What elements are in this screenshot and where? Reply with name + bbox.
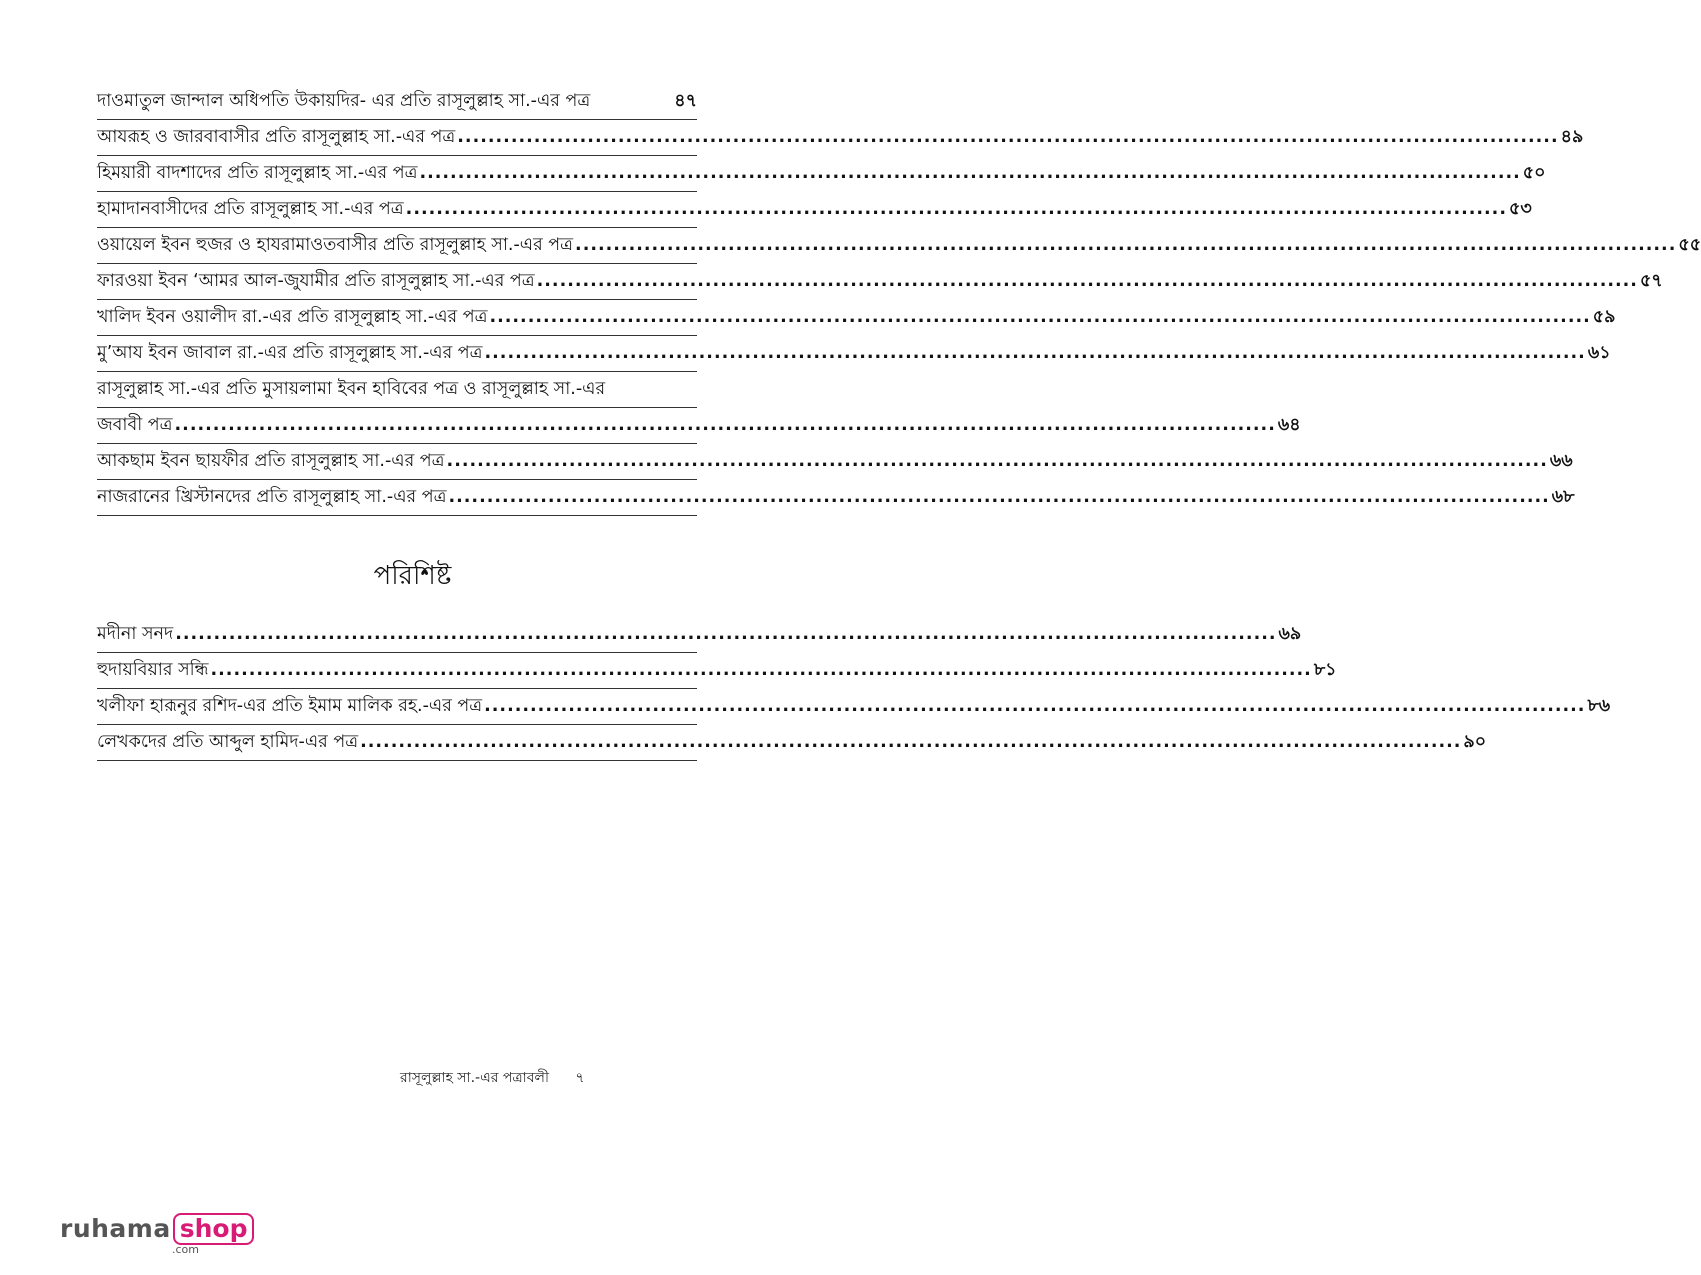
toc-entry: [97, 725, 1487, 761]
footer-book-title: রাসূলুল্লাহ সা.-এর পত্রাবলী: [400, 1070, 549, 1086]
toc-entry-title: জবাবী পত্র: [97, 415, 173, 435]
toc-leader-dots: [483, 336, 1588, 371]
toc-entry-page: ৪৭: [674, 91, 697, 111]
appendix-heading: পরিশিষ্ট: [373, 561, 452, 591]
logo-text-shop: shop: [173, 1213, 255, 1245]
toc-leader-dots: [573, 228, 1678, 263]
toc-entry: [97, 480, 1575, 516]
toc-entry-page: ৬৬: [1549, 451, 1573, 471]
toc-entry-page: ৫৯: [1592, 307, 1616, 327]
toc-entry-title: লেখকদের প্রতি আব্দুল হামিদ-এর পত্র: [97, 732, 359, 752]
toc-entry-page: ৫৭: [1639, 271, 1663, 291]
toc-entry-title: ওয়ায়েল ইবন হুজর ও হাযরামাওতবাসীর প্রতি রাসূলুল্লাহ সা.-এর পত্র: [97, 235, 574, 255]
appendix-list: [97, 617, 1611, 761]
toc-entry-page: ৫৩: [1508, 199, 1532, 219]
toc-entry-page: ৬৪: [1277, 415, 1301, 435]
toc-entry-page: ৪৯: [1560, 127, 1584, 147]
toc-list: [97, 84, 1701, 516]
toc-entry-title: খলীফা হারূনুর রশিদ-এর প্রতি ইমাম মালিক রহ.-এর পত্র: [97, 696, 483, 716]
toc-entry-title: নাজরানের খ্রিস্টানদের প্রতি রাসূলুল্লাহ সা.-এর পত্র: [97, 487, 447, 507]
toc-leader-dots: [446, 480, 1551, 515]
toc-entry: [97, 228, 1701, 264]
toc-entry: [97, 84, 697, 120]
toc-leader-dots: [173, 617, 1278, 652]
toc-entry-title: আকছাম ইবন ছায়ফীর প্রতি রাসূলুল্লাহ সা.-এর পত্র: [97, 451, 445, 471]
toc-leader-dots: [445, 444, 1550, 479]
toc-entry-title: হিময়ারী বাদশাদের প্রতি রাসূলুল্লাহ সা.-এর পত্র: [97, 163, 418, 183]
logo-text-com: .com: [172, 1243, 199, 1256]
toc-entry-title: হামাদানবাসীদের প্রতি রাসূলুল্লাহ সা.-এর পত্র: [97, 199, 404, 219]
toc-leader-dots: [535, 264, 1640, 299]
toc-entry: [97, 300, 1616, 336]
toc-entry-page: ৯০: [1463, 732, 1487, 752]
toc-entry: [97, 653, 1337, 689]
toc-entry-title: খালিদ ইবন ওয়ালীদ রা.-এর প্রতি রাসূলুল্লাহ সা.-এর পত্র: [97, 307, 488, 327]
toc-entry-page: ৮৬: [1587, 696, 1611, 716]
toc-entry-page: ৬৯: [1278, 624, 1302, 644]
toc-entry-title: হুদায়বিয়ার সন্ধি: [97, 660, 209, 680]
toc-leader-dots: [404, 192, 1509, 227]
toc-entry-title: দাওমাতুল জান্দাল অধিপতি উকায়দির- এর প্রতি রাসূলুল্লাহ সা.-এর পত্র: [97, 91, 591, 111]
toc-entry: [97, 408, 1301, 444]
toc-entry-page: ৮১: [1313, 660, 1337, 680]
toc-entry: [97, 336, 1611, 372]
toc-leader-dots: [209, 653, 1314, 688]
toc-entry-page: ৬১: [1587, 343, 1611, 363]
toc-entry: [97, 264, 1663, 300]
toc-leader-dots: [173, 408, 1278, 443]
toc-entry: [97, 372, 697, 408]
toc-leader-dots: [482, 689, 1587, 724]
toc-entry-page: ৫৫: [1678, 235, 1701, 255]
footer-page-number: ৭: [575, 1070, 585, 1086]
toc-leader-dots: [417, 156, 1522, 191]
toc-entry-title: ফারওয়া ইবন ‘আমর আল-জুযামীর প্রতি রাসূলুল্লাহ সা.-এর পত্র: [97, 271, 535, 291]
page-footer: [400, 1066, 585, 1090]
publisher-logo: [60, 1213, 254, 1256]
toc-entry: [97, 192, 1532, 228]
toc-entry: [97, 120, 1584, 156]
toc-entry-page: ৫০: [1522, 163, 1546, 183]
toc-entry-title: রাসূলুল্লাহ সা.-এর প্রতি মুসায়লামা ইবন হাবিবের পত্র ও রাসূলুল্লাহ সা.-এর: [97, 379, 606, 399]
logo-text-ruhama: ruhama: [60, 1214, 171, 1243]
toc-entry-page: ৬৮: [1551, 487, 1575, 507]
toc-entry-title: আযরূহ ও জারবাবাসীর প্রতি রাসূলুল্লাহ সা.-এর পত্র: [97, 127, 456, 147]
toc-entry: [97, 156, 1546, 192]
toc-entry-title: মু’আয ইবন জাবাল রা.-এর প্রতি রাসূলুল্লাহ সা.-এর পত্র: [97, 343, 483, 363]
toc-leader-dots: [358, 725, 1463, 760]
toc-leader-dots: [487, 300, 1592, 335]
toc-entry: [97, 689, 1611, 725]
toc-entry: [97, 444, 1573, 480]
toc-entry-title: মদীনা সনদ: [97, 624, 174, 644]
toc-entry: [97, 617, 1302, 653]
toc-leader-dots: [455, 120, 1560, 155]
